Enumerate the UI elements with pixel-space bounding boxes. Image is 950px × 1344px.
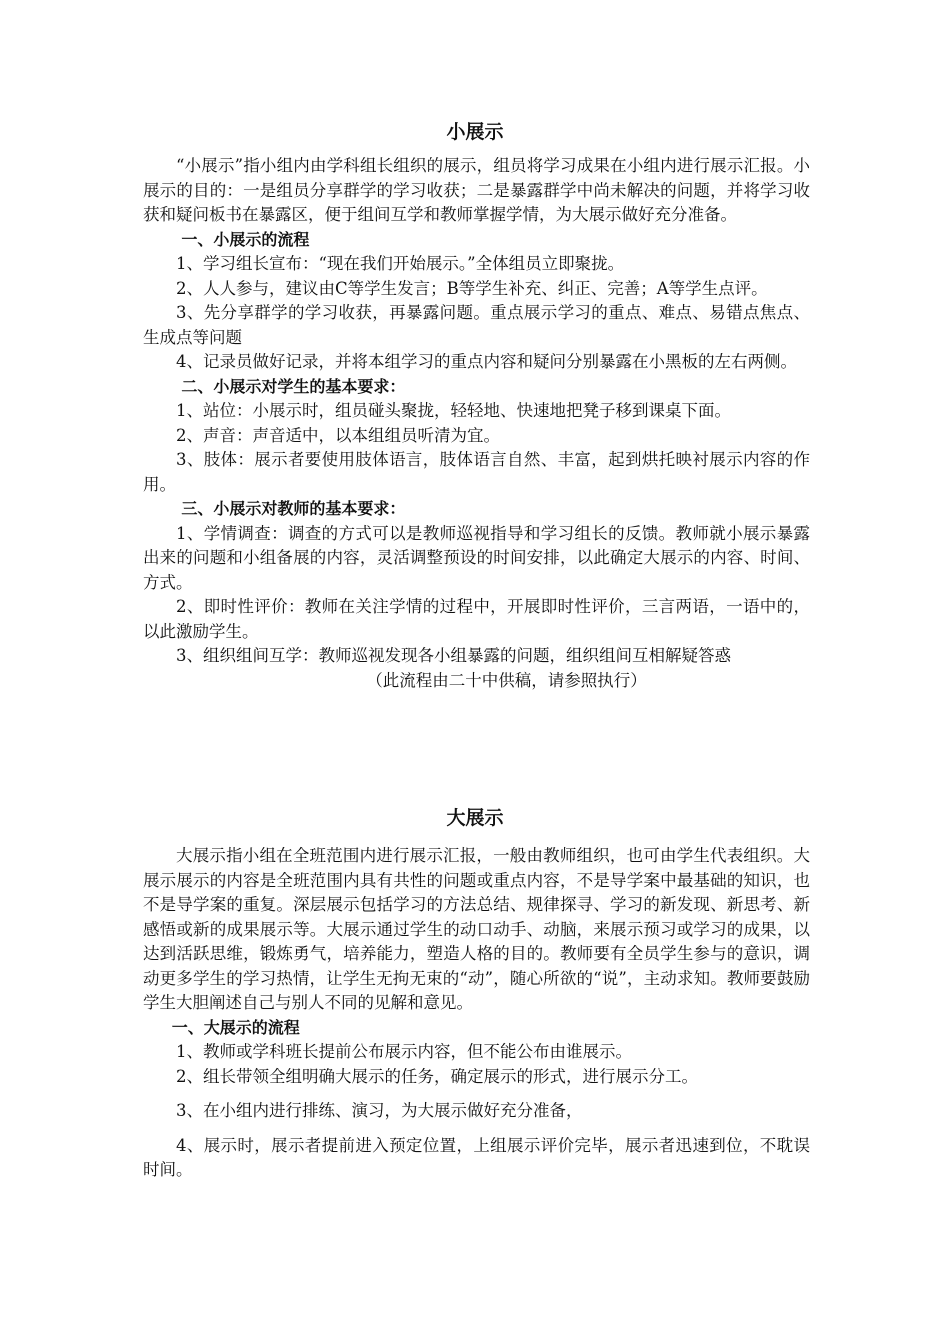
flow-item: 3、先分享群学的学习收获，再暴露问题。重点展示学习的重点、难点、易错点焦点、生成点等问题 [143, 303, 810, 347]
flow-item: 1、教师或学科班长提前公布展示内容，但不能公布由谁展示。 [176, 1042, 632, 1061]
section-title-large-showcase: 大展示 [446, 807, 504, 829]
heading-large-flow: 一、大展示的流程 [171, 1017, 300, 1037]
flow-item: 2、组长带领全组明确大展示的任务，确定展示的形式，进行展示分工。 [176, 1066, 698, 1086]
flow-item: 4、记录员做好记录，并将本组学习的重点内容和疑问分别暴露在小黑板的左右两侧。 [176, 352, 797, 371]
student-requirement: 2、声音：声音适中，以本组组员听清为宜。 [176, 425, 500, 445]
flow-item: 2、人人参与，建议由C等学生发言；B等学生补充、纠正、完善；A等学生点评。 [176, 278, 768, 298]
heading-student-requirements: 二、小展示对学生的基本要求： [181, 376, 406, 396]
teacher-requirement: 2、即时性评价：教师在关注学情的过程中，开展即时性评价，三言两语，一语中的，以此激励学生。 [143, 597, 810, 641]
section-title-small-showcase: 小展示 [446, 121, 504, 143]
source-note: （此流程由二十中供稿，请参照执行） [366, 670, 647, 690]
student-requirement: 3、肢体：展示者要使用肢体语言，肢体语言自然、丰富，起到烘托映衬展示内容的作用。 [143, 450, 810, 494]
flow-item: 1、学习组长宣布：“现在我们开始展示。”全体组员立即聚拢。 [176, 254, 625, 273]
intro-paragraph: “小展示”指小组内由学科组长组织的展示，组员将学习成果在小组内进行展示汇报。小展示的目的：一是组员分享群学的学习收获；二是暴露群学中尚未解决的问题，并将学习收获和疑问板书在暴露区，便于组间互学和教师掌握学情，为大展示做好充分准备。 [143, 156, 810, 224]
intro-paragraph: 大展示指小组在全班范围内进行展示汇报，一般由教师组织，也可由学生代表组织。大展示展示的内容是全班范围内具有共性的问题或重点内容，不是导学案中最基础的知识，也不是导学案的重复。深层展示包括学习的方法总结、规律探寻、学习的新发现、新思考、新感悟或新的成果展示等。大展示通过学生的动口动手、动脑，来展示预习或学习的成果，以达到活跃思维，锻炼勇气，培养能力，塑造人格的目的。教师要有全员学生参与的意识，调动更多学生的学习热情，让学生无拘无束的“动”，随心所欲的“说”，主动求知。教师要鼓励学生大胆阐述自己与别人不同的见解和意见。 [143, 846, 810, 1012]
flow-item: 4、展示时，展示者提前进入预定位置，上组展示评价完毕，展示者迅速到位，不耽误时间。 [143, 1135, 810, 1179]
teacher-requirement: 1、学情调查：调查的方式可以是教师巡视指导和学习组长的反馈。教师就小展示暴露出来的问题和小组备展的内容，灵活调整预设的时间安排，以此确定大展示的内容、时间、方式。 [143, 523, 810, 592]
student-requirement: 1、站位：小展示时，组员碰头聚拢，轻轻地、快速地把凳子移到课桌下面。 [176, 401, 731, 420]
section-large-showcase [143, 844, 810, 1183]
heading-small-flow: 一、小展示的流程 [181, 229, 310, 249]
section-small-showcase [143, 154, 810, 693]
teacher-requirement: 3、组织组间互学：教师巡视发现各小组暴露的问题，组织组间互相解疑答惑 [176, 646, 731, 665]
heading-teacher-requirements: 三、小展示对教师的基本要求： [181, 499, 406, 518]
flow-item: 3、在小组内进行排练、演习，为大展示做好充分准备， [176, 1101, 583, 1120]
